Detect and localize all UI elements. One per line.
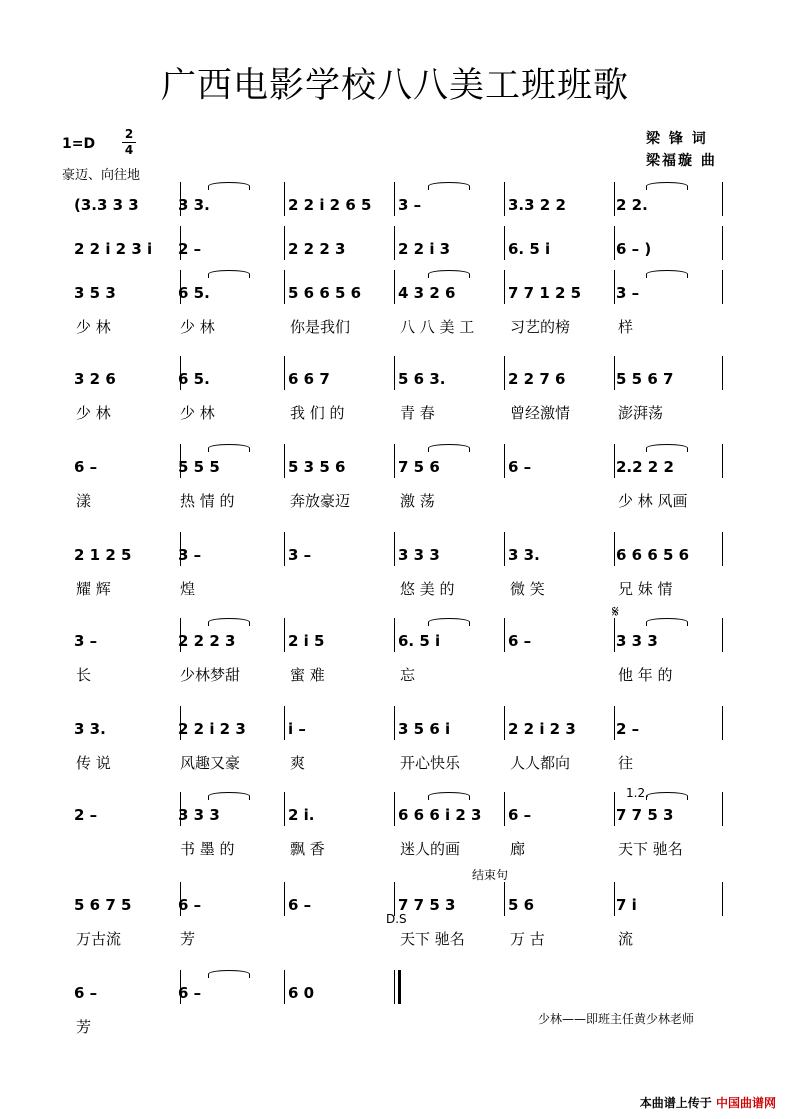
measure-notes: 6 6 7 <box>288 370 330 388</box>
measure-notes: 2 – <box>74 806 98 824</box>
measure-notes: 2 2. <box>616 196 648 214</box>
lyric: 万 古 <box>510 930 545 948</box>
measure-notes: 2 1 2 5 <box>74 546 132 564</box>
barline <box>722 706 723 740</box>
footnote: 少林——即班主任黄少林老师 <box>538 1012 695 1026</box>
slur <box>428 792 470 800</box>
slur <box>208 270 250 278</box>
measure-notes: 3 – <box>398 196 422 214</box>
key-signature: 1=D <box>62 136 96 152</box>
lyric: 澎湃荡 <box>618 404 664 422</box>
barline <box>504 356 505 390</box>
slur <box>208 618 250 626</box>
barline <box>722 270 723 304</box>
barline <box>284 792 285 826</box>
notes-row <box>60 538 730 572</box>
lyric: 煌 <box>180 580 196 598</box>
source-prefix: 本曲谱上传于 <box>639 1096 712 1110</box>
lyric: 我 们 的 <box>290 404 345 422</box>
measure-notes: 3 5 3 <box>74 284 116 302</box>
barline <box>394 444 395 478</box>
barline <box>394 356 395 390</box>
notes-row <box>60 798 730 832</box>
lyric: 风趣又豪 <box>180 754 241 772</box>
barline <box>284 882 285 916</box>
lyric: 奔放豪迈 <box>290 492 351 510</box>
lyrics-row <box>60 838 730 860</box>
barline <box>394 618 395 652</box>
measure-notes: 4 3 2 6 <box>398 284 456 302</box>
measure-notes: 5 6 7 5 <box>74 896 132 914</box>
barline <box>504 882 505 916</box>
lyric: 人人都向 <box>510 754 571 772</box>
measure-notes: 2.2 2 2 <box>616 458 674 476</box>
lyric: 流 <box>618 930 634 948</box>
lyrics-row <box>60 316 730 338</box>
measure-notes: 5 5 5 <box>178 458 220 476</box>
lyric: 习艺的榜 <box>510 318 571 336</box>
measure-notes: 5 6 6 5 6 <box>288 284 362 302</box>
coda-label: 结束句 <box>472 868 509 882</box>
lyric: 热 情 的 <box>180 492 235 510</box>
measure-notes: 3 3. <box>74 720 106 738</box>
barline <box>722 226 723 260</box>
lyric: 曾经激情 <box>510 404 571 422</box>
barline <box>614 706 615 740</box>
slur <box>208 792 250 800</box>
notes-row <box>60 976 730 1010</box>
barline <box>284 532 285 566</box>
measure-notes: 3 – <box>288 546 312 564</box>
barline <box>614 792 615 826</box>
slur <box>208 444 250 452</box>
lyrics-row <box>60 578 730 600</box>
lyrics-row <box>60 664 730 686</box>
lyric: 芳 <box>180 930 196 948</box>
measure-notes: 6 – <box>74 458 98 476</box>
lyric: 他 年 的 <box>618 666 673 684</box>
measure-notes: 5 6 3. <box>398 370 446 388</box>
measure-notes: 6 – <box>178 896 202 914</box>
barline <box>284 226 285 260</box>
measure-notes: 5 5 6 7 <box>616 370 674 388</box>
measure-notes: 3 3 3 <box>178 806 220 824</box>
lyric: 万古流 <box>76 930 122 948</box>
barline <box>394 706 395 740</box>
time-top: 2 <box>124 127 134 141</box>
measure-notes: 7 5 6 <box>398 458 440 476</box>
lyric: 微 笑 <box>510 580 545 598</box>
measure-notes: 3 3 3 <box>398 546 440 564</box>
lyricist-credit: 梁 锋 词 <box>646 131 708 147</box>
barline <box>504 182 505 216</box>
barline <box>394 226 395 260</box>
slur <box>646 270 688 278</box>
notes-row <box>60 188 730 222</box>
barline <box>614 270 615 304</box>
lyric: 八 八 美 工 <box>400 318 475 336</box>
barline <box>394 792 395 826</box>
barline <box>504 706 505 740</box>
slur <box>646 182 688 190</box>
slur <box>646 618 688 626</box>
barline <box>614 182 615 216</box>
time-signature <box>122 128 136 157</box>
lyric: 天下 驰名 <box>400 930 465 948</box>
lyric: 迷人的画 <box>400 840 461 858</box>
notes-row <box>60 276 730 310</box>
measure-notes: 6 5. <box>178 284 210 302</box>
measure-notes: 2 2 i 2 3 i <box>74 240 153 258</box>
measure-notes: 6 6 6 5 6 <box>616 546 690 564</box>
barline <box>614 444 615 478</box>
lyric: 芳 <box>76 1018 92 1036</box>
lyric: 爽 <box>290 754 306 772</box>
barline <box>504 226 505 260</box>
measure-notes: i – <box>288 720 306 738</box>
slur <box>428 182 470 190</box>
lyric: 忘 <box>400 666 416 684</box>
measure-notes: 3 – <box>178 546 202 564</box>
measure-notes: 2 2 i 3 <box>398 240 451 258</box>
final-barline <box>398 970 401 1004</box>
slur <box>208 970 250 978</box>
measure-notes: 6 – <box>74 984 98 1002</box>
lyrics-row <box>60 402 730 424</box>
barline <box>394 882 395 916</box>
lyric: 少 林 <box>180 318 215 336</box>
lyric: 飘 香 <box>290 840 325 858</box>
barline <box>394 532 395 566</box>
measure-notes: 2 2 i 2 3 <box>508 720 576 738</box>
lyric: 少 林 <box>76 404 111 422</box>
barline <box>722 356 723 390</box>
barline <box>504 270 505 304</box>
barline <box>504 444 505 478</box>
slur <box>428 618 470 626</box>
lyric: 少 林 风画 <box>618 492 688 510</box>
measure-notes: 6 5. <box>178 370 210 388</box>
barline <box>504 792 505 826</box>
barline <box>394 270 395 304</box>
measure-notes: 3 3. <box>508 546 540 564</box>
measure-notes: 7 7 5 3 <box>398 896 456 914</box>
measure-notes: 3 3. <box>178 196 210 214</box>
barline <box>284 444 285 478</box>
notes-row <box>60 450 730 484</box>
lyric: 兄 妹 情 <box>618 580 673 598</box>
barline <box>394 182 395 216</box>
measure-notes: 2 2 2 3 <box>288 240 346 258</box>
barline <box>394 970 395 1004</box>
barline <box>614 618 615 652</box>
measure-notes: 6 – ) <box>616 240 652 258</box>
barline <box>284 356 285 390</box>
measure-notes: 6 – <box>508 458 532 476</box>
barline <box>614 356 615 390</box>
measure-notes: 6 0 <box>288 984 315 1002</box>
lyric: 天下 驰名 <box>618 840 683 858</box>
barline <box>614 532 615 566</box>
lyrics-row <box>60 490 730 512</box>
source-credit <box>640 1094 776 1111</box>
lyric: 你是我们 <box>290 318 351 336</box>
ds-marking: D.S <box>386 912 407 926</box>
barline <box>504 618 505 652</box>
slur <box>208 182 250 190</box>
lyric: 悠 美 的 <box>400 580 455 598</box>
slur <box>646 792 688 800</box>
measure-notes: 5 3 5 6 <box>288 458 346 476</box>
source-logo: 中国曲谱网 <box>715 1096 776 1110</box>
measure-notes: 6 – <box>508 632 532 650</box>
measure-notes: 6 – <box>288 896 312 914</box>
barline <box>614 226 615 260</box>
measure-notes: 6 – <box>508 806 532 824</box>
lyric: 少林梦甜 <box>180 666 241 684</box>
barline <box>284 970 285 1004</box>
measure-notes: 7 7 1 2 5 <box>508 284 582 302</box>
lyric: 少 林 <box>76 318 111 336</box>
composer-credit: 梁福璇 曲 <box>646 153 717 169</box>
segno-sign: 𝄋 <box>612 602 619 621</box>
barline <box>722 532 723 566</box>
lyric: 长 <box>76 666 92 684</box>
measure-notes: 2 2 7 6 <box>508 370 566 388</box>
measure-notes: 2 i. <box>288 806 315 824</box>
lyric: 样 <box>618 318 634 336</box>
barline <box>722 444 723 478</box>
measure-notes: 3 2 6 <box>74 370 116 388</box>
measure-notes: 3 – <box>74 632 98 650</box>
notes-row <box>60 362 730 396</box>
lyric: 书 墨 的 <box>180 840 235 858</box>
slur <box>428 444 470 452</box>
barline <box>504 532 505 566</box>
lyric: 传 说 <box>76 754 111 772</box>
lyrics-row <box>60 928 730 950</box>
lyric: 廊 <box>510 840 526 858</box>
notes-row <box>60 624 730 658</box>
measure-notes: 2 – <box>178 240 202 258</box>
volta-label: 1.2. <box>626 786 649 800</box>
notes-row <box>60 232 730 266</box>
measure-notes: 3.3 2 2 <box>508 196 566 214</box>
measure-notes: 5 6 <box>508 896 535 914</box>
barline <box>614 882 615 916</box>
barline <box>284 618 285 652</box>
lyrics-row <box>60 752 730 774</box>
measure-notes: 6 6 6 i 2 3 <box>398 806 482 824</box>
lyric: 漾 <box>76 492 92 510</box>
barline <box>722 182 723 216</box>
lyric: 激 荡 <box>400 492 435 510</box>
barline <box>722 882 723 916</box>
lyric: 耀 辉 <box>76 580 111 598</box>
measure-notes: 6 – <box>178 984 202 1002</box>
lyric: 少 林 <box>180 404 215 422</box>
measure-notes: 6. 5 i <box>508 240 551 258</box>
barline <box>284 270 285 304</box>
lyric: 蜜 难 <box>290 666 325 684</box>
measure-notes: 2 2 i 2 3 <box>178 720 246 738</box>
barline <box>284 706 285 740</box>
measure-notes: 3 3 3 <box>616 632 658 650</box>
lyric: 开心快乐 <box>400 754 461 772</box>
slur <box>646 444 688 452</box>
measure-notes: 7 i <box>616 896 637 914</box>
tempo-marking: 豪迈、向往地 <box>62 168 141 183</box>
song-title: 广西电影学校八八美工班班歌 <box>160 66 629 106</box>
measure-notes: 7 7 5 3 <box>616 806 674 824</box>
barline <box>722 618 723 652</box>
measure-notes: (3.3 3 3 <box>74 196 139 214</box>
measure-notes: 3 5 6 i <box>398 720 451 738</box>
measure-notes: 2 2 2 3 <box>178 632 236 650</box>
time-bottom: 4 <box>124 143 134 157</box>
measure-notes: 2 2 i 2 6 5 <box>288 196 372 214</box>
lyric: 青 春 <box>400 404 435 422</box>
notes-row <box>60 712 730 746</box>
measure-notes: 2 i 5 <box>288 632 325 650</box>
barline <box>722 792 723 826</box>
measure-notes: 6. 5 i <box>398 632 441 650</box>
measure-notes: 3 – <box>616 284 640 302</box>
barline <box>284 182 285 216</box>
lyric: 往 <box>618 754 634 772</box>
measure-notes: 2 – <box>616 720 640 738</box>
slur <box>428 270 470 278</box>
